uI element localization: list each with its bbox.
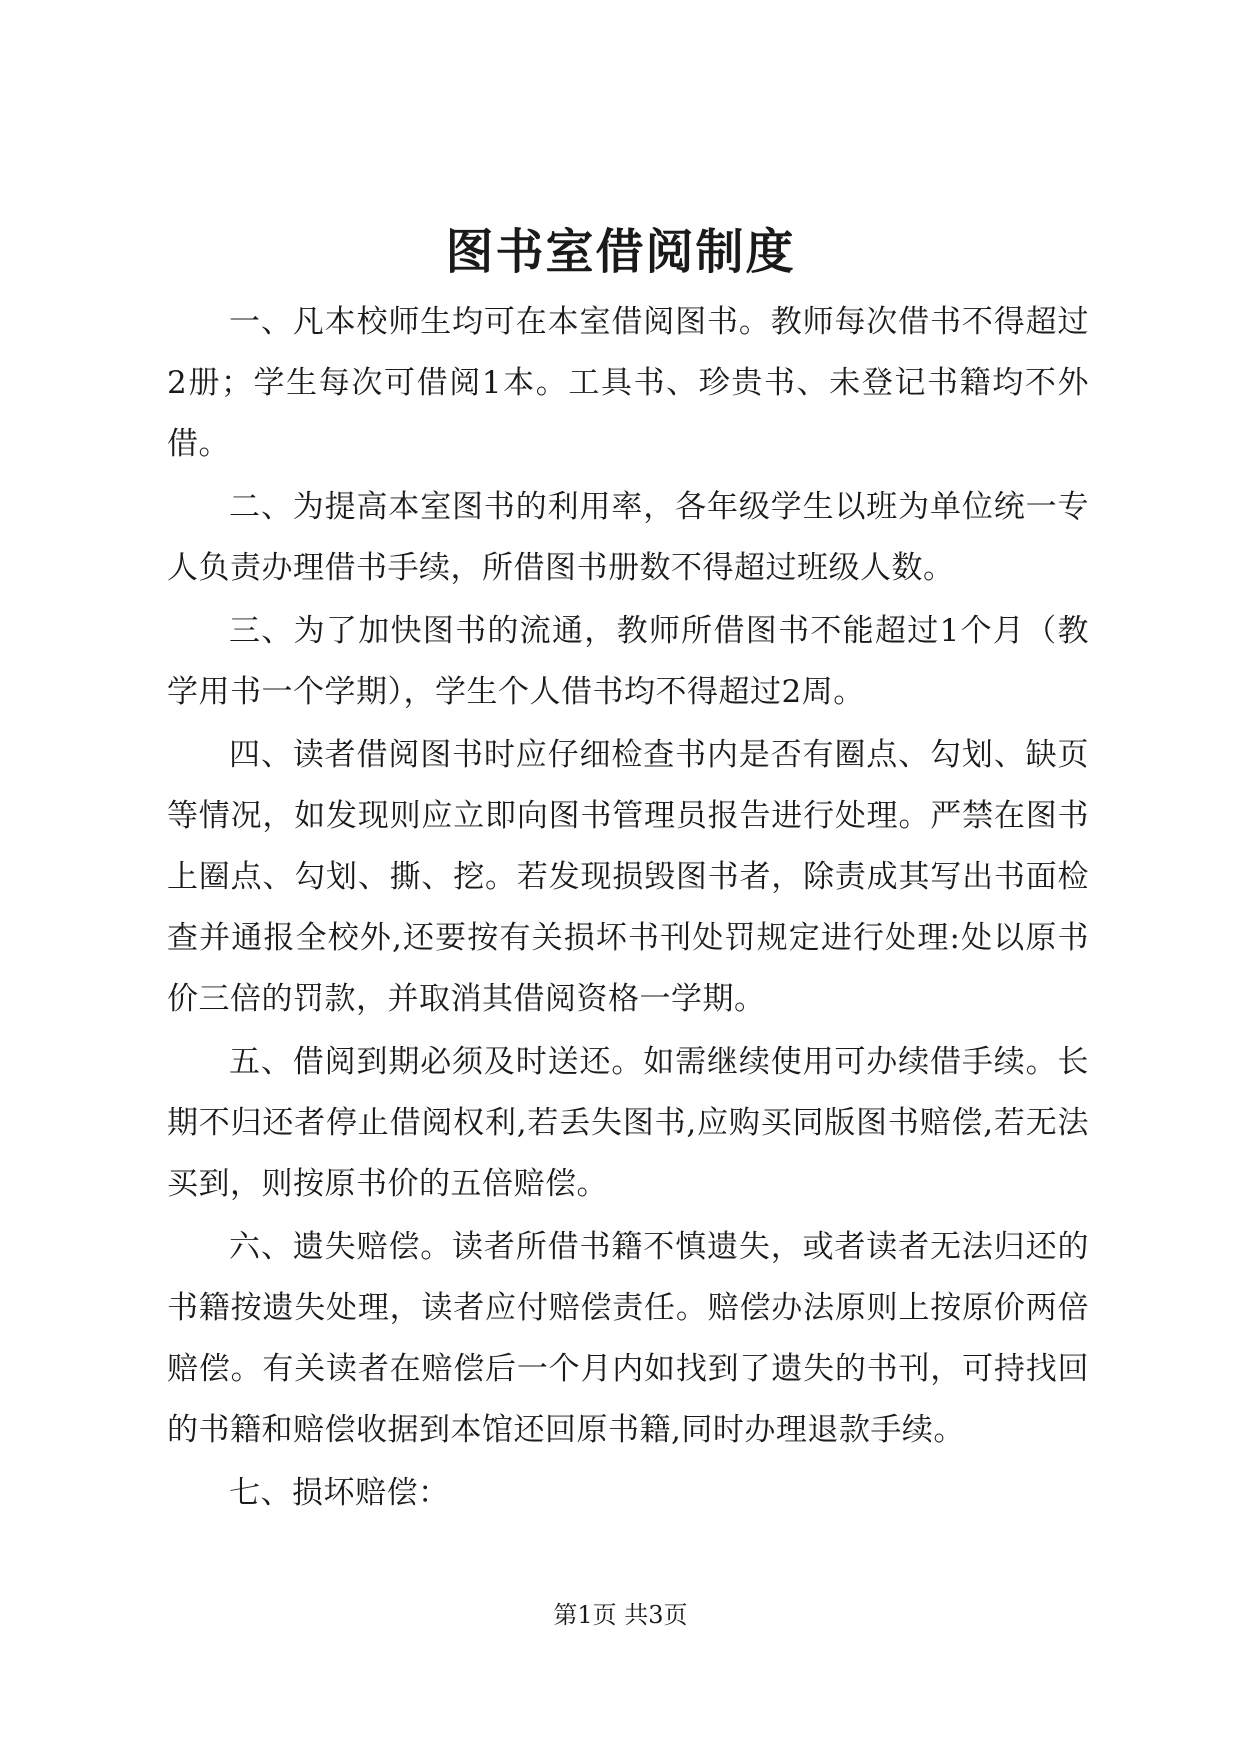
paragraph-5: 五、借阅到期必须及时送还。如需继续使用可办续借手续。长期不归还者停止借阅权利,若丢失图书,应购买同版图书赔偿,若无法买到，则按原书价的五倍赔偿。 [167,1044,1089,1202]
paragraph-3: 三、为了加快图书的流通，教师所借图书不能超过1个月（教学用书一个学期），学生个人借书均不得超过2周。 [167,613,1089,710]
paragraph-4: 四、读者借阅图书时应仔细检查书内是否有圈点、勾划、缺页等情况，如发现则应立即向图书管理员报告进行处理。严禁在图书上圈点、勾划、撕、挖。若发现损毁图书者，除责成其写出书面检查并通报全校外,还要按有关损坏书刊处罚规定进行处理:处以原书价三倍的罚款，并取消其借阅资格一学期。 [167,737,1089,1017]
paragraph-6: 六、遗失赔偿。读者所借书籍不慎遗失，或者读者无法归还的书籍按遗失处理，读者应付赔偿责任。赔偿办法原则上按原价两倍赔偿。有关读者在赔偿后一个月内如找到了遗失的书刊，可持找回的书籍和赔偿收据到本馆还回原书籍,同时办理退款手续。 [167,1229,1089,1448]
document-body [167,292,1089,1524]
paragraph-2: 二、为提高本室图书的利用率，各年级学生以班为单位统一专人负责办理借书手续，所借图书册数不得超过班级人数。 [167,489,1089,586]
document-title: 图书室借阅制度 [445,224,796,280]
page-number-footer: 第1页 共3页 [553,1601,688,1629]
paragraph-7: 七、损坏赔偿： [229,1475,450,1511]
paragraph-1: 一、凡本校师生均可在本室借阅图书。教师每次借书不得超过2册；学生每次可借阅1本。工具书、珍贵书、未登记书籍均不外借。 [167,304,1089,462]
